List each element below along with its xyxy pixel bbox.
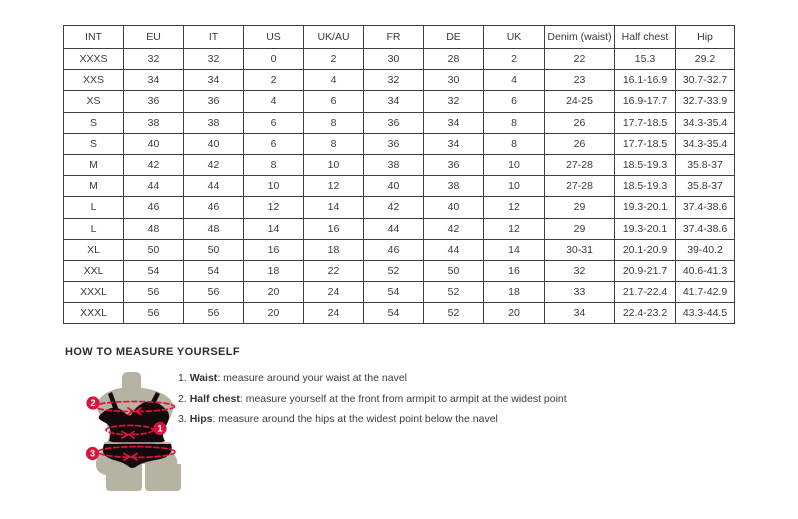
size-cell: 2 — [244, 70, 304, 91]
size-cell: 14 — [244, 218, 304, 239]
size-cell: 46 — [184, 197, 244, 218]
size-cell: 48 — [184, 218, 244, 239]
size-cell: 2 — [304, 49, 364, 70]
size-cell: 36 — [184, 91, 244, 112]
measure-step-label: Half chest — [189, 392, 240, 405]
size-row — [64, 154, 735, 175]
measure-step — [178, 389, 567, 410]
size-row — [64, 239, 735, 260]
size-row — [64, 133, 735, 154]
size-cell: 56 — [184, 303, 244, 324]
measure-steps — [178, 368, 567, 430]
size-row — [64, 260, 735, 281]
size-cell: 36 — [424, 154, 484, 175]
size-cell: 52 — [424, 282, 484, 303]
size-cell: 42 — [364, 197, 424, 218]
mannequin-left-thigh — [106, 464, 142, 491]
size-cell: 18 — [244, 260, 304, 281]
size-cell: 36 — [364, 112, 424, 133]
size-cell: XL — [64, 239, 124, 260]
size-cell: 42 — [124, 154, 184, 175]
size-cell: 19.3-20.1 — [615, 218, 676, 239]
marker-badge-half-chest — [86, 396, 99, 409]
size-cell: 10 — [484, 154, 545, 175]
measure-step-number: 1. — [178, 372, 190, 384]
size-row — [64, 49, 735, 70]
size-cell: XXXL — [64, 303, 124, 324]
size-cell: 8 — [304, 133, 364, 154]
size-cell: 26 — [545, 112, 615, 133]
size-cell: 18 — [484, 282, 545, 303]
size-cell: 37.4-38.6 — [676, 197, 735, 218]
size-column-header: Denim (waist) — [545, 26, 615, 49]
size-cell: 54 — [364, 282, 424, 303]
size-row — [64, 282, 735, 303]
svg-text:2: 2 — [90, 398, 96, 409]
size-cell: 24 — [304, 282, 364, 303]
size-row — [64, 70, 735, 91]
size-cell: 56 — [184, 282, 244, 303]
size-column-header: US — [244, 26, 304, 49]
size-cell: 46 — [124, 197, 184, 218]
size-cell: 16 — [304, 218, 364, 239]
size-cell: XXL — [64, 260, 124, 281]
size-cell: XS — [64, 91, 124, 112]
size-cell: 38 — [184, 112, 244, 133]
size-cell: 4 — [244, 91, 304, 112]
size-cell: 40 — [124, 133, 184, 154]
size-cell: 34.3-35.4 — [676, 112, 735, 133]
size-cell: 17.7-18.5 — [615, 112, 676, 133]
size-row — [64, 112, 735, 133]
size-cell: 32 — [364, 70, 424, 91]
size-cell: 12 — [244, 197, 304, 218]
size-row — [64, 176, 735, 197]
size-cell: 48 — [124, 218, 184, 239]
size-cell: 27-28 — [545, 176, 615, 197]
size-cell: 6 — [244, 112, 304, 133]
size-cell: 4 — [304, 70, 364, 91]
size-cell: 10 — [484, 176, 545, 197]
size-cell: 52 — [364, 260, 424, 281]
size-cell: 18 — [304, 239, 364, 260]
size-table-header-row — [64, 26, 735, 49]
size-cell: 34.3-35.4 — [676, 133, 735, 154]
size-cell: 36 — [124, 91, 184, 112]
how-to-measure-title: HOW TO MEASURE YOURSELF — [65, 346, 241, 358]
size-cell: 12 — [484, 218, 545, 239]
size-cell: 16.9-17.7 — [615, 91, 676, 112]
size-cell: 4 — [484, 70, 545, 91]
size-cell: 29.2 — [676, 49, 735, 70]
size-cell: 18.5-19.3 — [615, 154, 676, 175]
size-cell: 42 — [184, 154, 244, 175]
size-cell: 21.7-22.4 — [615, 282, 676, 303]
size-cell: 29 — [545, 218, 615, 239]
size-cell: 32 — [184, 49, 244, 70]
size-cell: 12 — [484, 197, 545, 218]
size-column-header: INT — [64, 26, 124, 49]
thigh-gap — [142, 464, 145, 491]
size-cell: L — [64, 218, 124, 239]
marker-badge-hips — [86, 447, 99, 460]
size-cell: 43.3-44.5 — [676, 303, 735, 324]
size-cell: 34 — [124, 70, 184, 91]
measure-step-number: 3. — [178, 413, 190, 426]
size-cell: 27-28 — [545, 154, 615, 175]
size-row — [64, 303, 735, 324]
size-cell: 44 — [184, 176, 244, 197]
size-cell: 38 — [124, 112, 184, 133]
size-cell: 14 — [484, 239, 545, 260]
size-cell: 18.5-19.3 — [615, 176, 676, 197]
size-column-header: Half chest — [615, 26, 676, 49]
size-cell: XXS — [64, 70, 124, 91]
size-cell: 35.8-37 — [676, 176, 735, 197]
size-cell: 30 — [424, 70, 484, 91]
size-cell: 56 — [124, 282, 184, 303]
size-cell: 29 — [545, 197, 615, 218]
size-cell: 32.7-33.9 — [676, 91, 735, 112]
size-cell: 38 — [364, 154, 424, 175]
size-table-body — [64, 49, 735, 324]
size-cell: 39-40.2 — [676, 239, 735, 260]
size-cell: 50 — [124, 239, 184, 260]
size-chart-table — [63, 25, 735, 324]
size-column-header: UK — [484, 26, 545, 49]
mannequin-illustration-icon — [83, 368, 191, 500]
measure-step-text: : measure around the hips at the widest point below the navel — [212, 413, 498, 426]
size-cell: 20 — [244, 282, 304, 303]
size-cell: 8 — [484, 112, 545, 133]
size-cell: 24-25 — [545, 91, 615, 112]
size-cell: 8 — [304, 112, 364, 133]
size-cell: XXXL — [64, 282, 124, 303]
size-cell: 33 — [545, 282, 615, 303]
mannequin-neck — [122, 372, 141, 390]
size-cell: 14 — [304, 197, 364, 218]
size-cell: 0 — [244, 49, 304, 70]
size-cell: 40 — [424, 197, 484, 218]
size-column-header: Hip — [676, 26, 735, 49]
size-column-header: EU — [124, 26, 184, 49]
size-cell: 41.7-42.9 — [676, 282, 735, 303]
size-cell: 8 — [244, 154, 304, 175]
size-cell: 34 — [545, 303, 615, 324]
size-column-header: DE — [424, 26, 484, 49]
size-cell: 35.8-37 — [676, 154, 735, 175]
size-cell: 10 — [244, 176, 304, 197]
size-cell: 6 — [244, 133, 304, 154]
size-cell: 32 — [424, 91, 484, 112]
size-cell: 6 — [484, 91, 545, 112]
size-cell: 40 — [184, 133, 244, 154]
size-row — [64, 197, 735, 218]
size-cell: 16.1-16.9 — [615, 70, 676, 91]
size-cell: 8 — [484, 133, 545, 154]
size-cell: 30-31 — [545, 239, 615, 260]
size-cell: 40 — [364, 176, 424, 197]
size-cell: 50 — [184, 239, 244, 260]
size-cell: 2 — [484, 49, 545, 70]
size-cell: 22.4-23.2 — [615, 303, 676, 324]
size-cell: 40.6-41.3 — [676, 260, 735, 281]
size-column-header: IT — [184, 26, 244, 49]
size-cell: 16 — [484, 260, 545, 281]
size-cell: L — [64, 197, 124, 218]
size-cell: 26 — [545, 133, 615, 154]
size-cell: 20 — [244, 303, 304, 324]
size-cell: 44 — [124, 176, 184, 197]
size-cell: S — [64, 112, 124, 133]
marker-badge-waist — [153, 422, 166, 435]
size-cell: 42 — [424, 218, 484, 239]
size-cell: 24 — [304, 303, 364, 324]
size-cell: 12 — [304, 176, 364, 197]
size-cell: 10 — [304, 154, 364, 175]
size-row — [64, 91, 735, 112]
size-cell: 22 — [304, 260, 364, 281]
size-cell: 6 — [304, 91, 364, 112]
size-cell: M — [64, 154, 124, 175]
size-cell: 34 — [184, 70, 244, 91]
measure-step-text: : measure around your waist at the navel — [217, 372, 407, 384]
measure-step-label: Waist — [189, 372, 218, 384]
mannequin-right-thigh — [145, 464, 181, 491]
size-row — [64, 218, 735, 239]
size-cell: 44 — [364, 218, 424, 239]
size-column-header: UK/AU — [304, 26, 364, 49]
size-cell: 44 — [424, 239, 484, 260]
measure-step — [178, 409, 567, 430]
size-cell: 20.9-21.7 — [615, 260, 676, 281]
svg-text:3: 3 — [89, 448, 96, 459]
size-cell: 19.3-20.1 — [615, 197, 676, 218]
size-cell: 34 — [364, 91, 424, 112]
measurement-figure — [83, 368, 191, 500]
size-cell: 38 — [424, 176, 484, 197]
size-cell: 20 — [484, 303, 545, 324]
size-cell: 22 — [545, 49, 615, 70]
size-cell: 17.7-18.5 — [615, 133, 676, 154]
size-cell: M — [64, 176, 124, 197]
size-cell: 54 — [124, 260, 184, 281]
size-cell: 46 — [364, 239, 424, 260]
size-cell: 56 — [124, 303, 184, 324]
measure-step-number: 2. — [178, 392, 190, 405]
size-cell: 15.3 — [615, 49, 676, 70]
size-cell: 54 — [184, 260, 244, 281]
measure-step-label: Hips — [189, 413, 213, 426]
size-cell: 50 — [424, 260, 484, 281]
size-cell: 30.7-32.7 — [676, 70, 735, 91]
size-cell: 32 — [124, 49, 184, 70]
measure-step — [178, 368, 567, 389]
measure-step-text: : measure yourself at the front from armpit to armpit at the widest point — [239, 392, 567, 405]
size-cell: S — [64, 133, 124, 154]
size-cell: 23 — [545, 70, 615, 91]
size-cell: 54 — [364, 303, 424, 324]
size-cell: 34 — [424, 133, 484, 154]
size-cell: 36 — [364, 133, 424, 154]
size-cell: 20.1-20.9 — [615, 239, 676, 260]
size-column-header: FR — [364, 26, 424, 49]
size-cell: 34 — [424, 112, 484, 133]
size-cell: 37.4-38.6 — [676, 218, 735, 239]
size-cell: 28 — [424, 49, 484, 70]
svg-text:1: 1 — [157, 423, 163, 434]
size-cell: 16 — [244, 239, 304, 260]
size-cell: XXXS — [64, 49, 124, 70]
size-cell: 32 — [545, 260, 615, 281]
size-cell: 30 — [364, 49, 424, 70]
size-cell: 52 — [424, 303, 484, 324]
